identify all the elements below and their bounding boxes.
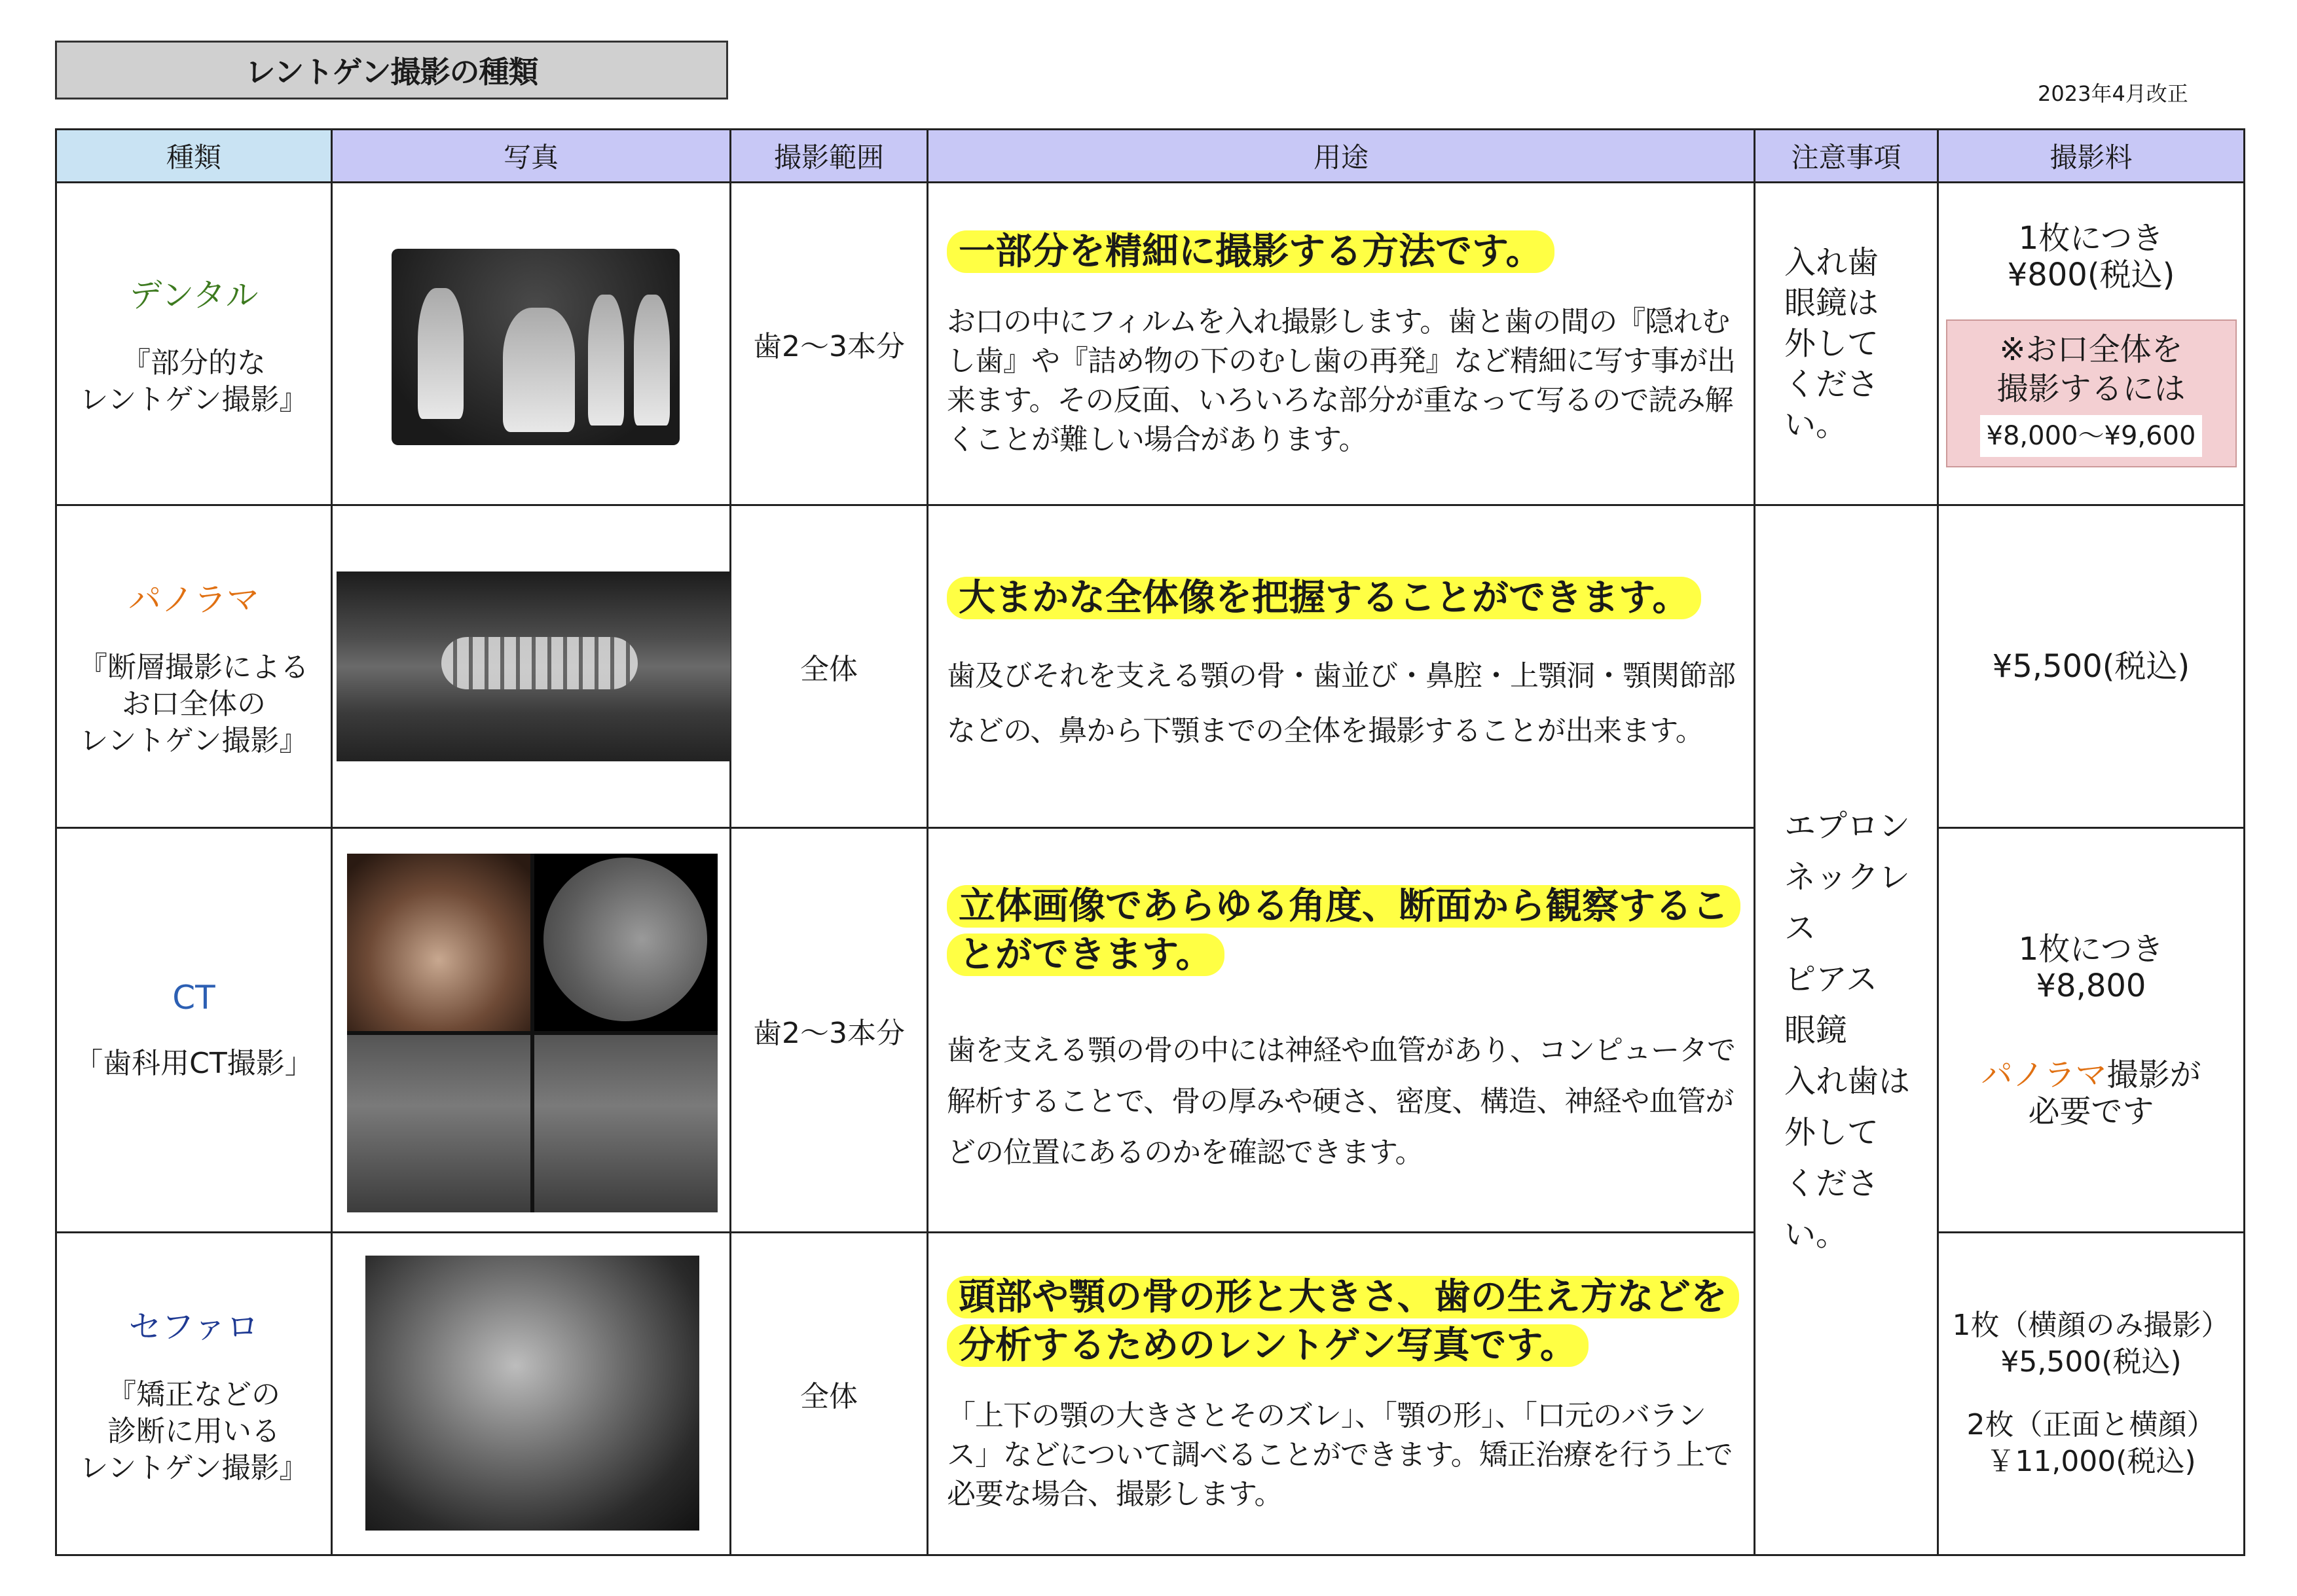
photo-cell-dental (332, 183, 731, 505)
pano-teeth-shape (441, 637, 638, 689)
photo-cell-ct (332, 828, 731, 1233)
use-headline-ct: 立体画像であらゆる角度、断面から観察することができます。 (947, 885, 1740, 976)
ct-3d-view (347, 854, 530, 1031)
tooth-shape (634, 295, 670, 426)
page-title: レントゲン撮影の種類 (55, 41, 728, 100)
type-cell-ct (56, 828, 332, 1233)
use-headline-wrap (947, 574, 1735, 623)
table-row-dental (56, 183, 2245, 505)
note-line: ネックレス (1784, 858, 1911, 947)
range-ct: 歯2～3本分 (731, 828, 928, 1233)
note-line: 入れ歯 (1784, 244, 1879, 281)
full-mouth-price: ¥8,000～¥9,600 (1980, 415, 2203, 457)
tooth-shape (503, 308, 575, 432)
tooth-shape (588, 295, 624, 426)
note-line: 入れ歯は (1784, 1062, 1911, 1100)
fee-ct (1938, 828, 2245, 1233)
ceph-xray-image (365, 1256, 699, 1531)
note-line: エプロン (1784, 807, 1911, 844)
type-sub-ceph (57, 1377, 331, 1487)
use-cell-ct (928, 828, 1755, 1233)
fee-line: 1枚（横顔のみ撮影） (1952, 1309, 2230, 1342)
fee-line-rest: 撮影が (2106, 1056, 2201, 1093)
use-headline-wrap (947, 1273, 1735, 1370)
use-cell-dental (928, 183, 1755, 505)
fee-panorama: ¥5,500(税込) (1938, 505, 2245, 828)
type-sub-line: 診断に用いる (107, 1415, 280, 1448)
note-line: 眼鏡 (1784, 1011, 1848, 1049)
note-line: 外して (1784, 1114, 1879, 1151)
panorama-xray-image (337, 571, 731, 761)
header-range: 撮影範囲 (731, 130, 928, 183)
header-fee: 撮影料 (1938, 130, 2245, 183)
range-panorama: 全体 (731, 505, 928, 828)
type-sub-line: レントゲン撮影』 (79, 724, 308, 757)
fee-line: 必要です (2028, 1093, 2154, 1130)
use-headline-dental: 一部分を精細に撮影する方法です。 (947, 230, 1554, 273)
type-cell-ceph (56, 1233, 332, 1555)
use-body-panorama: 歯及びそれを支える顎の骨・歯並び・鼻腔・上顎洞・顎関節部などの、鼻から下顎までの全体を撮影することが出来ます。 (947, 659, 1735, 748)
fee-line: ¥8,800 (2036, 967, 2146, 1004)
type-sub-line: 『部分的な (122, 346, 266, 380)
header-type: 種類 (56, 130, 332, 183)
use-body-ct: 歯を支える顎の骨の中には神経や血管があり、コンピュータで解析することで、骨の厚みや硬さ、密度、構造、神経や血管がどの位置にあるのかを確認できます。 (947, 1033, 1735, 1169)
fee-line: ¥800(税込) (2007, 257, 2175, 293)
panorama-required-label: パノラマ (1981, 1056, 2107, 1093)
table-row-panorama (56, 505, 2245, 828)
type-sub-line: レントゲン撮影』 (79, 383, 308, 416)
fee-ceph (1938, 1233, 2245, 1555)
range-ceph: 全体 (731, 1233, 928, 1555)
use-body-ceph: 「上下の顎の大きさとそのズレ」、「顎の形」、「口元のバランス」などについて調べることができます。矯正治療を行う上で必要な場合、撮影します。 (947, 1399, 1733, 1511)
use-body-dental: お口の中にフィルムを入れ撮影します。歯と歯の間の『隠れむし歯』や『詰め物の下のむし歯の再発』など精細に写す事が出来ます。その反面、いろいろな部分が重なって写るので読み解くことが難しい場合があります。 (947, 305, 1735, 456)
pink-line: ※お口全体を (1999, 331, 2183, 368)
header-notes: 注意事項 (1755, 130, 1938, 183)
fee-line: 2枚（正面と横顔） (1966, 1408, 2216, 1442)
fee-dental (1938, 183, 2245, 505)
header-photo: 写真 (332, 130, 731, 183)
fee-line: ￥11,000(税込) (1986, 1445, 2196, 1478)
ct-image-grid (347, 854, 718, 1212)
type-sub-line: 『断層撮影による (79, 651, 309, 684)
note-line: 外して (1784, 325, 1879, 362)
ct-axial-disc (543, 858, 707, 1021)
type-sub-ct: 「歯科用CT撮影」 (74, 1046, 314, 1080)
photo-cell-ceph (332, 1233, 731, 1555)
note-line: ピアス (1784, 960, 1878, 998)
note-line: ください。 (1784, 366, 1879, 443)
type-cell-dental (56, 183, 332, 505)
type-name-dental: デンタル (129, 276, 259, 314)
type-sub-line: レントゲン撮影』 (79, 1451, 308, 1485)
type-name-ct: CT (172, 978, 215, 1017)
use-headline-wrap (947, 228, 1735, 276)
photo-cell-panorama (332, 505, 731, 828)
revision-date: 2023年4月改正 (2038, 81, 2188, 106)
fee-line: 1枚につき (2018, 220, 2164, 257)
range-dental: 歯2～3本分 (731, 183, 928, 505)
full-mouth-fee-box (1946, 319, 2237, 467)
xray-types-table (55, 128, 2245, 1556)
ct-coronal-view (534, 1035, 718, 1212)
pink-line: 撮影するには (1996, 371, 2186, 407)
use-headline-panorama: 大まかな全体像を把握することができます。 (947, 577, 1701, 619)
ct-axial-view (534, 854, 718, 1031)
type-sub-panorama (57, 649, 331, 759)
fee-line (1939, 1057, 2243, 1093)
tooth-shape (418, 288, 464, 419)
note-line: 眼鏡は (1784, 285, 1879, 321)
header-use: 用途 (928, 130, 1755, 183)
type-sub-line: お口全体の (122, 687, 266, 721)
table-header-row (56, 130, 2245, 183)
type-sub-line: 『矯正などの (107, 1378, 280, 1411)
use-headline-wrap (947, 882, 1735, 979)
note-line: ください。 (1784, 1165, 1879, 1253)
type-cell-panorama (56, 505, 332, 828)
notes-dental (1755, 183, 1938, 505)
type-name-panorama: パノラマ (128, 581, 259, 619)
ct-sagittal-view (347, 1035, 530, 1212)
fee-line: 1枚につき (2018, 930, 2164, 968)
dental-xray-image (392, 249, 680, 445)
type-name-ceph: セファロ (128, 1308, 259, 1346)
use-headline-ceph: 頭部や顎の骨の形と大きさ、歯の生え方などを分析するためのレントゲン写真です。 (947, 1276, 1739, 1367)
fee-line: ¥5,500(税込) (2000, 1345, 2182, 1379)
notes-shared (1755, 505, 1938, 1555)
use-cell-ceph (928, 1233, 1755, 1555)
type-sub-dental (57, 345, 331, 418)
use-cell-panorama (928, 505, 1755, 828)
